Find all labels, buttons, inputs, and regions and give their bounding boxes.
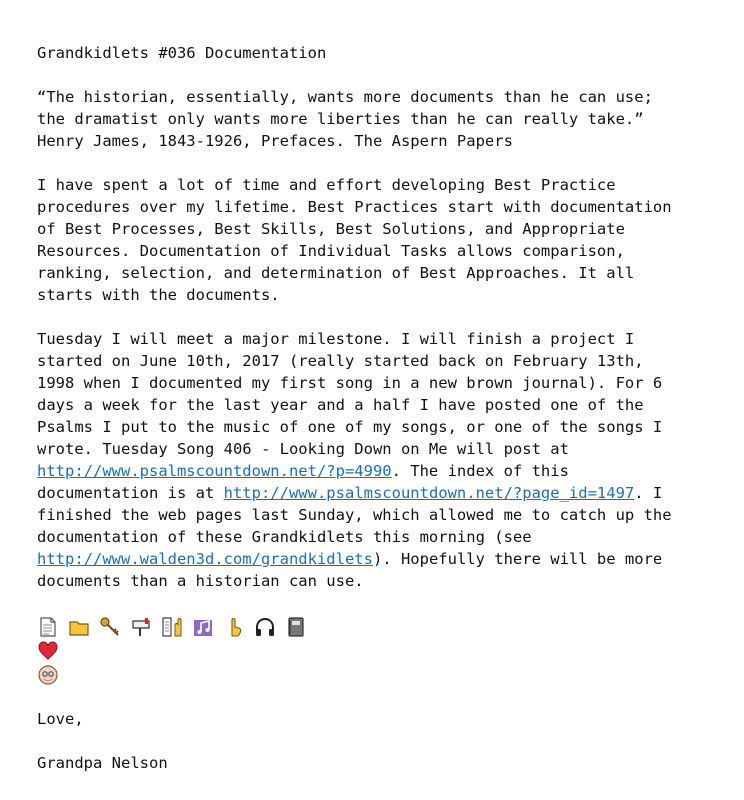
emoji-row [37,664,717,686]
paragraph-line: started on June 10th, 2017 (really started back on February 13th, [37,352,644,370]
paragraph-line: documentation of these Grandkidlets this morning (see [37,528,532,546]
paragraph-line: starts with the documents. [37,286,280,304]
emoji-row [37,616,717,638]
paragraph-milestone [37,328,717,592]
paragraph-line: finished the web pages last Sunday, which allowed me to catch up the [37,506,672,524]
grandpa-face-icon [37,664,59,686]
quote-line: the dramatist only wants more liberties than he can really take.” [37,110,644,128]
page-icon [37,616,59,638]
paragraph-best-practices [37,174,717,306]
paragraph-line: Resources. Documentation of Individual Tasks allows comparison, [37,242,625,260]
paragraph-line: days a week for the last year and a half I have posted one of the [37,396,644,414]
quote-line: “The historian, essentially, wants more documents than he can use; [37,88,653,106]
paragraph-line: Psalms I put to the music of one of my songs, or one of the songs I [37,418,663,436]
folder-icon [68,616,90,638]
page-title: Grandkidlets #036 Documentation [37,44,327,62]
paragraph-text: documentation is at [37,484,224,502]
quote-attribution: Henry James, 1843-1926, Prefaces. The Aspern Papers [37,132,513,150]
song-post-link[interactable]: http://www.psalmscountdown.net/?p=4990 [37,462,392,480]
heart-icon [37,640,59,662]
paragraph-text: . The index of this [391,462,569,480]
headphones-icon [254,616,276,638]
paragraph-line: Tuesday I will meet a major milestone. I will finish a project I [37,330,635,348]
paragraph-line: wrote. Tuesday Song 406 - Looking Down on Me will post at [37,440,569,458]
music-notes-icon [192,616,214,638]
paragraph-line: ranking, selection, and determination of Best Approaches. It all [37,264,635,282]
paragraph-line [37,460,717,482]
paragraph-text: ). Hopefully there will be more [372,550,663,568]
paragraph-line: 1998 when I documented my first song in a new brown journal). For 6 [37,374,663,392]
pointing-finger-icon [223,616,245,638]
paragraph-line: documents than a historian can use. [37,572,364,590]
notebook-icon [285,616,307,638]
paragraph-line [37,482,717,504]
paragraph-line [37,548,717,570]
index-link[interactable]: http://www.psalmscountdown.net/?page_id=1497 [223,484,635,502]
quote-block [37,86,717,152]
paragraph-text: . I [634,484,663,502]
grandkidlets-link[interactable]: http://www.walden3d.com/grandkidlets [37,550,373,568]
paragraph-line: I have spent a lot of time and effort developing Best Practice [37,176,616,194]
closing-text: Love, [37,710,84,728]
mailbox-icon [130,616,152,638]
paragraph-line: procedures over my lifetime. Best Practices start with documentation [37,198,672,216]
emoji-row [37,640,717,662]
key-icon [99,616,121,638]
paragraph-line: of Best Processes, Best Skills, Best Solutions, and Appropriate [37,220,625,238]
page-pointing-icon [161,616,183,638]
signature: Grandpa Nelson [37,754,168,772]
